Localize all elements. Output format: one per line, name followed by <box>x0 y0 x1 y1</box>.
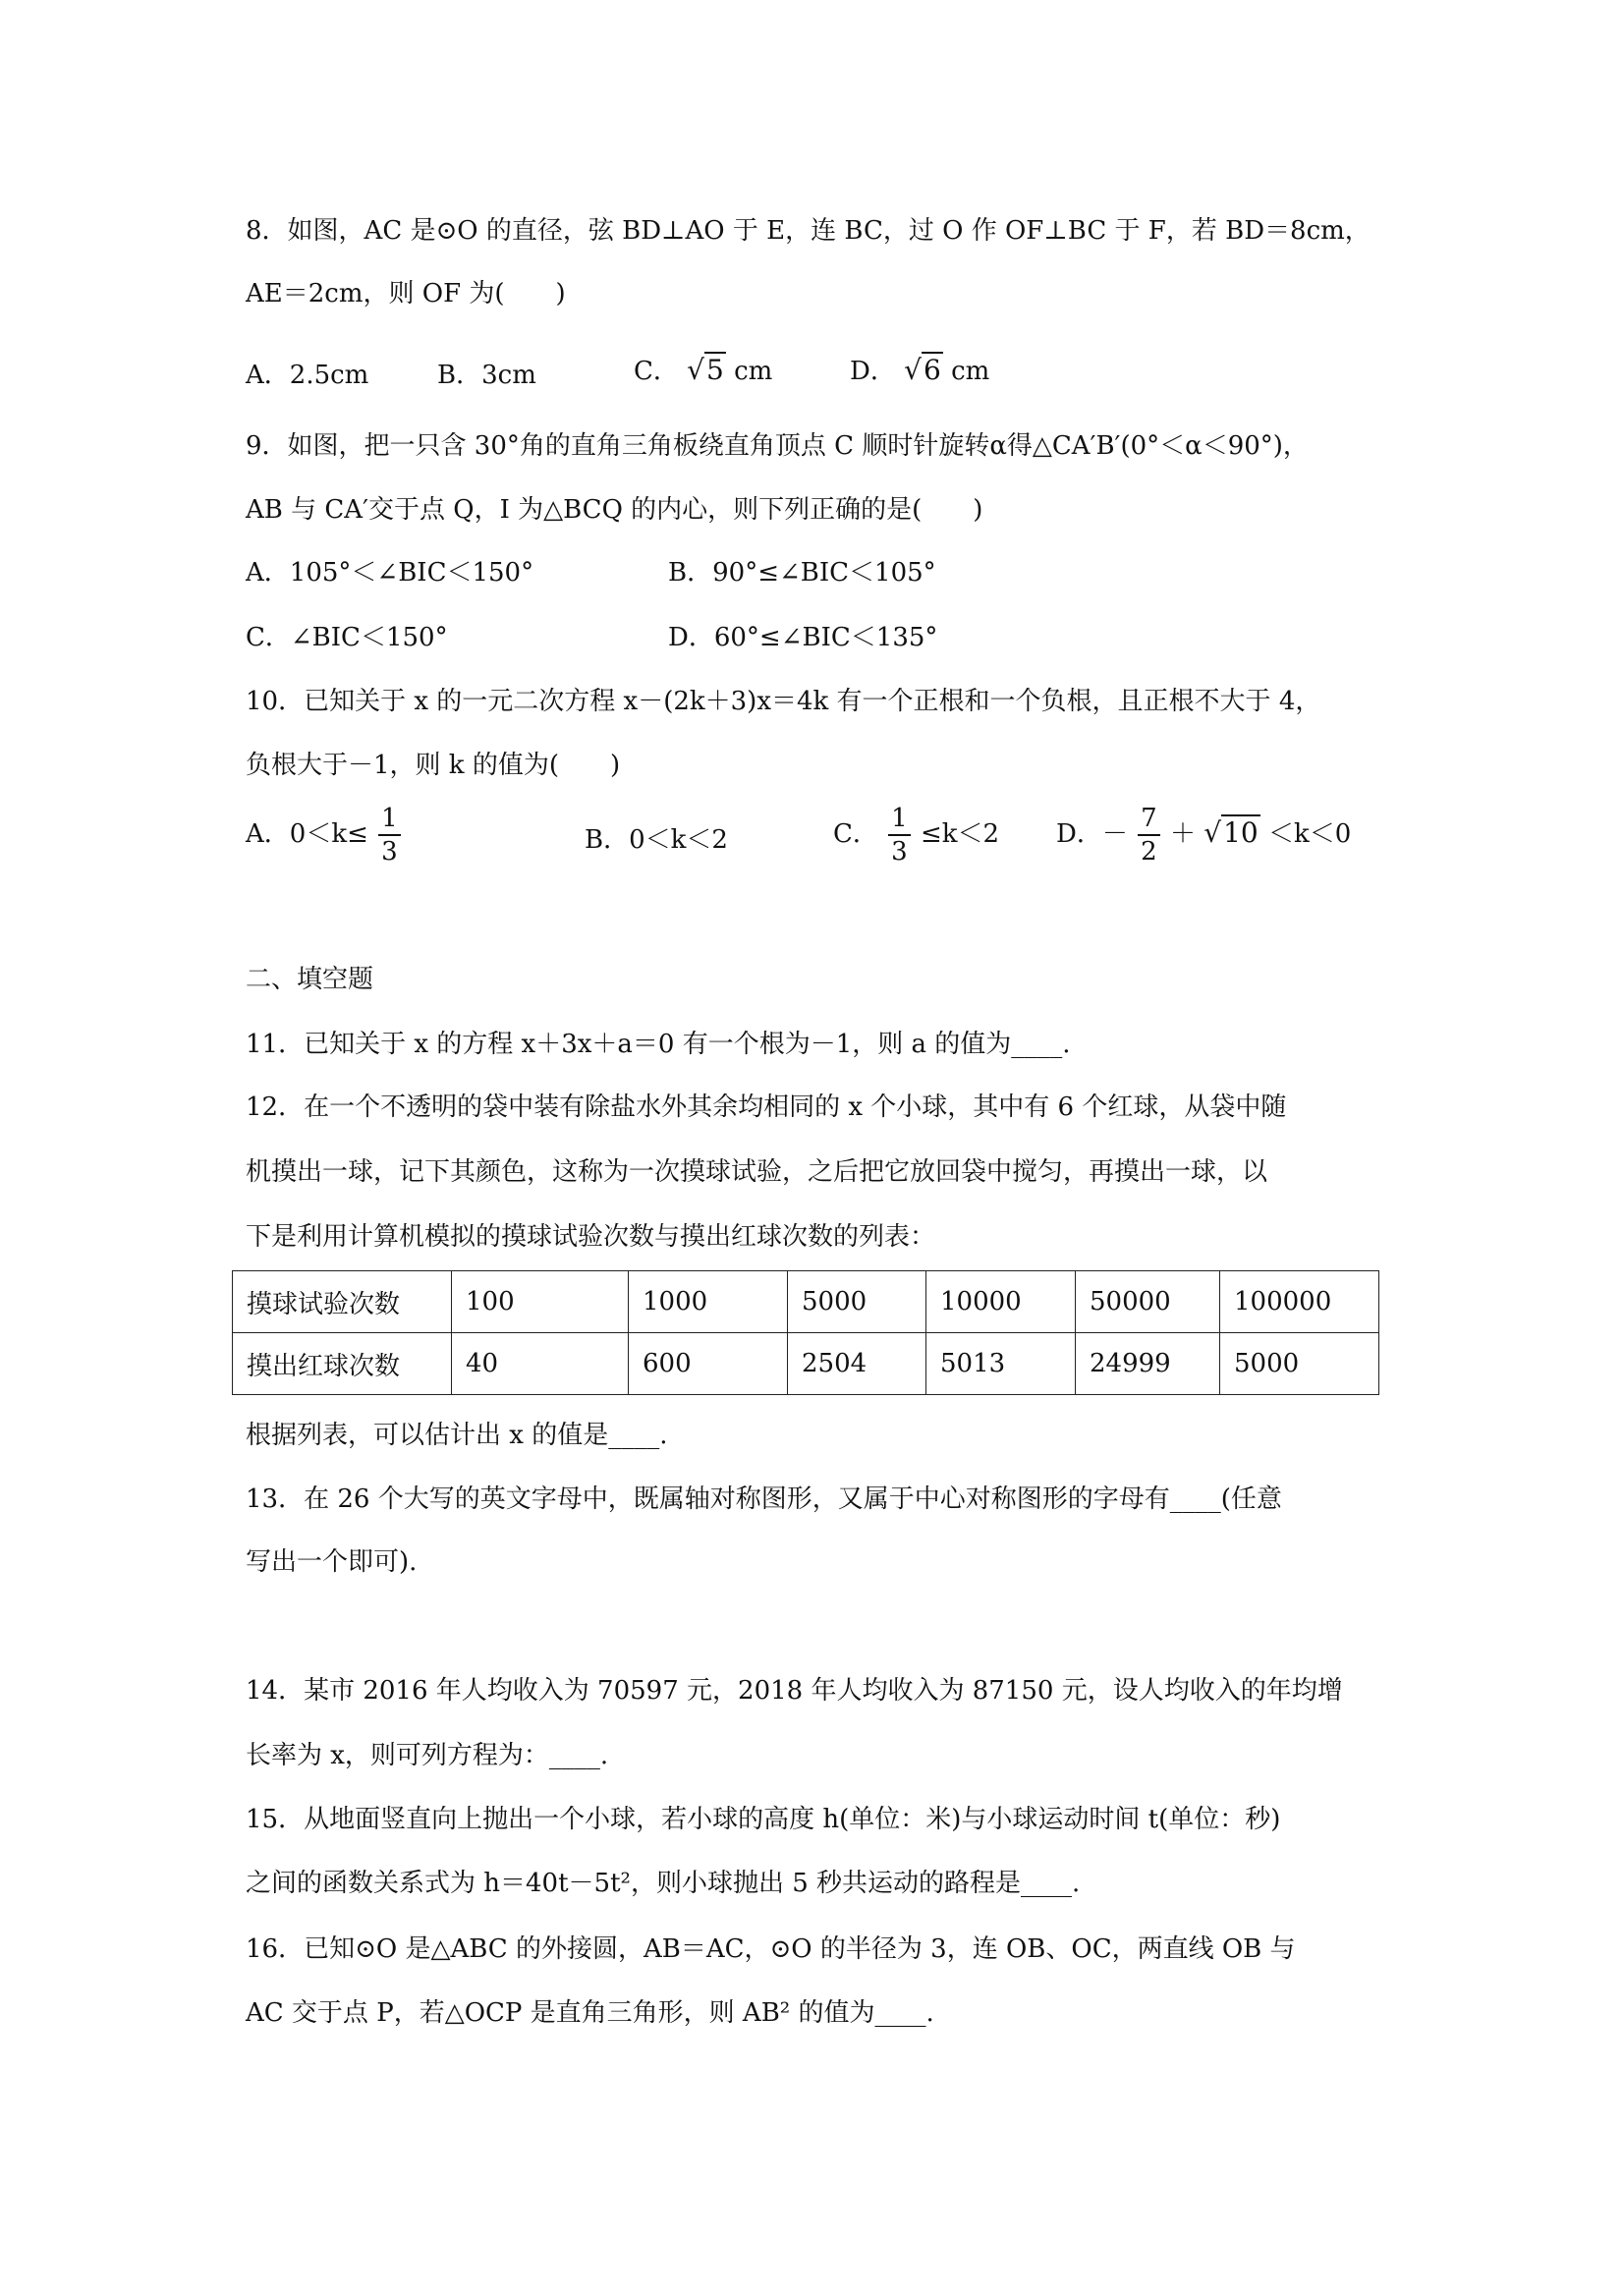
table-cell: 2504 <box>788 1333 926 1395</box>
q16-line1: 16．已知⊙O 是△ABC 的外接圆，AB＝AC，⊙O 的半径为 3，连 OB、OC，两直线 OB 与 <box>246 1934 1296 1964</box>
q10-option-c-rest: ≤k＜2 <box>920 819 1000 849</box>
q8-option-d-unit: cm <box>951 357 990 386</box>
q8-line2: AE＝2cm，则 OF 为( ) <box>246 279 566 308</box>
sqrt-symbol: √10 <box>1203 816 1259 849</box>
q8-option-c-unit: cm <box>734 357 773 386</box>
section-heading: 二、填空题 <box>246 965 374 994</box>
fraction <box>888 806 911 865</box>
q10-a-denominator: 3 <box>381 837 398 867</box>
q10-option-a <box>246 806 403 865</box>
q10-option-b: B．0＜k＜2 <box>585 825 728 855</box>
q12-line3: 下是利用计算机模拟的摸球试验次数与摸出红球次数的列表： <box>246 1222 936 1252</box>
table-cell: 40 <box>452 1333 629 1395</box>
table-cell: 5000 <box>1220 1333 1379 1395</box>
q8-option-a: A．2.5cm <box>246 361 369 390</box>
q8-option-d <box>850 354 989 388</box>
q10-option-d-radicand: 10 <box>1223 816 1259 849</box>
table-cell: 摸出红球次数 <box>233 1333 452 1395</box>
table-cell: 24999 <box>1076 1333 1220 1395</box>
q15-line1: 15．从地面竖直向上抛出一个小球，若小球的高度 h(单位：米)与小球运动时间 t(单位：秒) <box>246 1805 1281 1834</box>
table-cell: 5000 <box>788 1271 926 1333</box>
q16-line2: AC 交于点 P，若△OCP 是直角三角形，则 AB² 的值为____. <box>246 1998 934 2028</box>
q8-option-c-label: C． <box>634 357 679 386</box>
q9-option-d: D．60°≤∠BIC＜135° <box>668 623 938 652</box>
q10-option-d-plus: ＋ <box>1169 819 1196 849</box>
table-cell: 50000 <box>1076 1271 1220 1333</box>
q12-line1: 12．在一个不透明的袋中装有除盐水外其余均相同的 x 个小球，其中有 6 个红球，从袋中随 <box>246 1092 1287 1122</box>
sqrt-symbol: √6 <box>904 354 941 386</box>
q8-option-c <box>634 354 772 388</box>
table-cell: 1000 <box>629 1271 788 1333</box>
q14-line2: 长率为 x，则可列方程为：____. <box>246 1741 609 1770</box>
table-row <box>233 1333 1379 1395</box>
q8-line1: 8．如图，AC 是⊙O 的直径，弦 BD⊥AO 于 E，连 BC，过 O 作 OF⊥BC 于 F，若 BD＝8cm， <box>246 216 1371 246</box>
q13-line2: 写出一个即可). <box>246 1547 418 1577</box>
fraction <box>378 806 401 865</box>
table-cell: 600 <box>629 1333 788 1395</box>
table-cell: 摸球试验次数 <box>233 1271 452 1333</box>
q13-line1: 13．在 26 个大写的英文字母中，既属轴对称图形，又属于中心对称图形的字母有____(任意 <box>246 1484 1282 1514</box>
q9-line1: 9．如图，把一只含 30°角的直角三角板绕直角顶点 C 顺时针旋转α得△CA′B′(0°＜α＜90°)， <box>246 431 1309 461</box>
q10-d-numerator: 7 <box>1138 806 1160 836</box>
q10-d-denominator: 2 <box>1141 837 1157 867</box>
q12-after-table: 根据列表，可以估计出 x 的值是____. <box>246 1421 668 1450</box>
q11-line: 11．已知关于 x 的方程 x＋3x＋a＝0 有一个根为－1，则 a 的值为____. <box>246 1030 1071 1059</box>
q12-line2: 机摸出一球，记下其颜色，这称为一次摸球试验，之后把它放回袋中搅匀，再摸出一球，以 <box>246 1157 1268 1187</box>
sqrt-symbol: √5 <box>687 354 724 386</box>
q8-option-b: B．3cm <box>437 361 536 390</box>
q10-line2: 负根大于－1，则 k 的值为( ) <box>246 751 621 780</box>
table-cell: 5013 <box>926 1333 1076 1395</box>
q10-option-a-label: A．0＜k≤ <box>246 819 368 849</box>
q10-option-d-rest: ＜k＜0 <box>1267 819 1352 849</box>
fraction <box>1138 806 1160 865</box>
table-row <box>233 1271 1379 1333</box>
q10-option-d-label: D．－ <box>1056 819 1128 849</box>
q10-line1: 10．已知关于 x 的一元二次方程 x－(2k＋3)x＝4k 有一个正根和一个负根，且正根不大于 4， <box>246 687 1321 716</box>
q9-option-b: B．90°≤∠BIC＜105° <box>668 558 936 588</box>
q8-option-d-label: D． <box>850 357 896 386</box>
table-cell: 100000 <box>1220 1271 1379 1333</box>
table-cell: 10000 <box>926 1271 1076 1333</box>
q14-line1: 14．某市 2016 年人均收入为 70597 元，2018 年人均收入为 87150 元，设人均收入的年均增 <box>246 1676 1343 1706</box>
q8-option-c-radicand: 5 <box>706 354 724 386</box>
q10-option-c-label: C． <box>833 819 878 849</box>
q9-option-a: A．105°＜∠BIC＜150° <box>246 558 534 588</box>
q10-option-d <box>1056 806 1351 865</box>
q9-line2: AB 与 CA′交于点 Q，I 为△BCQ 的内心，则下列正确的是( ) <box>246 495 983 525</box>
q8-option-d-radicand: 6 <box>923 354 941 386</box>
data-table <box>232 1270 1379 1395</box>
q10-c-numerator: 1 <box>888 806 911 836</box>
table-cell: 100 <box>452 1271 629 1333</box>
q10-option-c <box>833 806 999 865</box>
q10-a-numerator: 1 <box>378 806 401 836</box>
q10-c-denominator: 3 <box>891 837 908 867</box>
q15-line2: 之间的函数关系式为 h＝40t－5t²，则小球抛出 5 秒共运动的路程是____. <box>246 1869 1081 1898</box>
q9-option-c: C．∠BIC＜150° <box>246 623 448 652</box>
